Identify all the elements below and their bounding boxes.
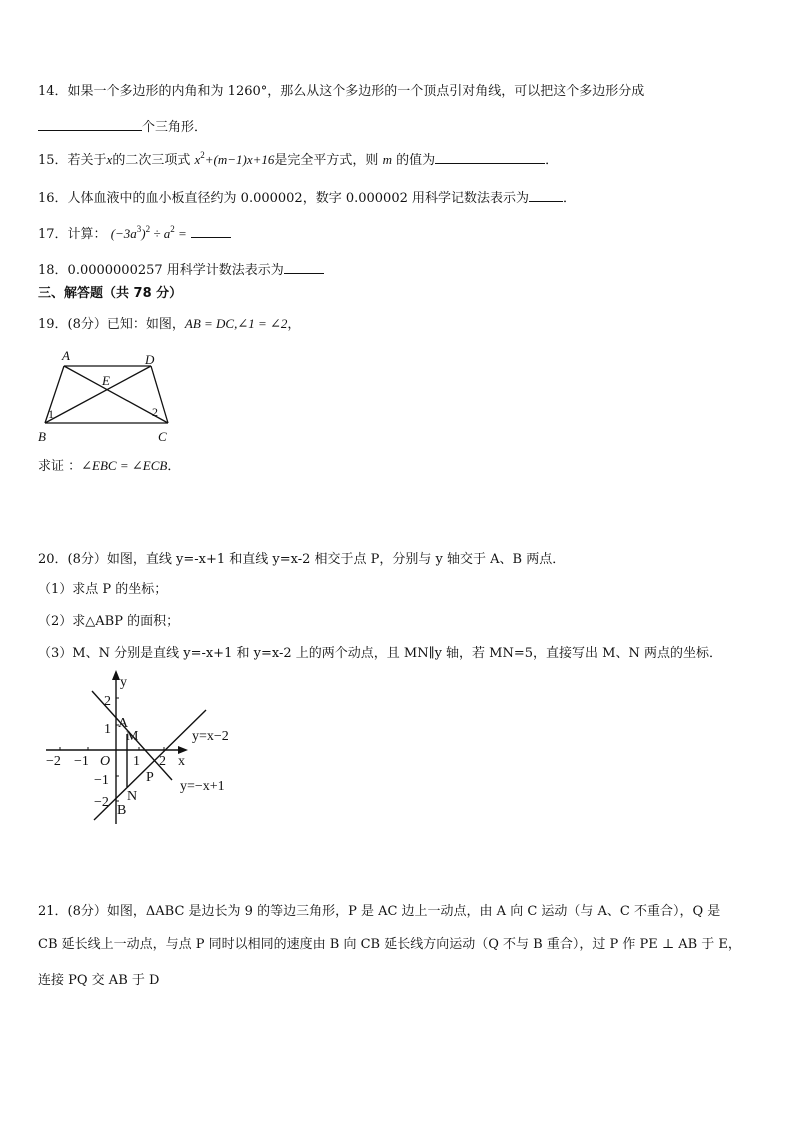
q18-answer-blank[interactable] — [284, 259, 324, 274]
section-3-title: 三、解答题（共 78 分） — [38, 286, 183, 301]
q19-prove-label: 求证 ： — [38, 459, 82, 474]
question-14-line2 — [38, 116, 207, 137]
q19-prove-end: ． — [167, 459, 181, 474]
q17-expr-d: = — [174, 226, 187, 241]
q17-expr-c: ÷ a — [150, 226, 171, 241]
q19-condition: AB = DC,∠1 = ∠2 — [184, 316, 288, 331]
q17-exp3: 3 — [136, 224, 142, 234]
q15-answer-blank[interactable] — [435, 149, 545, 164]
q19-figure — [38, 346, 178, 446]
point-label-P: P — [146, 770, 154, 785]
q18-text: 18．0.0000000257 用科学计数法表示为 — [38, 263, 284, 278]
q15-exponent: 2 — [200, 150, 205, 160]
q15-value-label: 的值为 — [396, 153, 436, 168]
line-label-x-minus-2: y=x−2 — [192, 729, 229, 744]
point-label-D: D — [145, 352, 155, 367]
q15-var-x: x — [106, 152, 113, 167]
tick-label-x-neg2: −2 — [46, 754, 61, 769]
q17-answer-blank[interactable] — [191, 223, 231, 238]
point-label-A: A — [118, 716, 129, 731]
q14-text-end: 个三角形． — [142, 120, 208, 135]
tick-label-x-1: 1 — [133, 754, 140, 769]
tick-label-y-neg1: −1 — [94, 773, 109, 788]
axis-label-y: y — [120, 675, 127, 690]
question-17 — [38, 223, 231, 244]
question-20-sub3: （3）M、N 分别是直线 y=-x+1 和 y=x-2 上的两个动点，且 MN∥y 轴，若 MN=5，直接写出 M、N 两点的坐标． — [38, 646, 722, 661]
q16-answer-blank[interactable] — [529, 187, 563, 202]
q15-expr-rest: +(m−1)x+16 — [204, 152, 275, 167]
question-15 — [38, 149, 558, 170]
q17-exp2a: 2 — [145, 224, 151, 234]
q17-expr-a: (−3a — [110, 226, 137, 241]
q15-end: ． — [545, 153, 559, 168]
q15-after: 是完全平方式，则 — [274, 153, 379, 168]
q16-text: 16．人体血液中的血小板直径约为 0.000002，数字 0.000002 用科学记数法表示为 — [38, 191, 529, 206]
angle-label-1: 1 — [48, 407, 54, 421]
q15-expr-x: x — [194, 152, 201, 167]
question-21-line1: 21．(8分）如图，ΔABC 是边长为 9 的等边三角形，P 是 AC 边上一动点，由 A 向 C 运动（与 A、C 不重合），Q 是 — [38, 904, 721, 919]
q20-figure — [38, 672, 278, 832]
axis-label-x: x — [178, 754, 185, 769]
q15-prefix: 15．若关于 — [38, 153, 107, 168]
angle-label-2: 2 — [152, 405, 158, 419]
point-label-B: B — [117, 803, 127, 818]
question-18 — [38, 259, 324, 280]
q15-mid: 的二次三项式 — [112, 153, 191, 168]
q19-prove-expr: ∠EBC = ∠ECB — [81, 458, 168, 473]
question-20-sub2: （2）求△ABP 的面积； — [38, 614, 180, 629]
point-label-C: C — [158, 429, 167, 444]
q16-end: ． — [563, 191, 577, 206]
point-label-B: B — [38, 429, 46, 444]
q19-prefix: 19．(8分）已知：如图， — [38, 317, 185, 332]
line-label-neg-x-plus-1: y=−x+1 — [180, 779, 225, 794]
q19-prove — [38, 457, 180, 476]
y-axis-arrow — [112, 670, 120, 680]
q15-var-m: m — [382, 152, 392, 167]
question-21-line2: CB 延长线上一动点，与点 P 同时以相同的速度由 B 向 CB 延长线方向运动（Q 不与 B 重合），过 P 作 PE ⊥ AB 于 E， — [38, 937, 741, 952]
q17-prefix: 17．计算： — [38, 227, 107, 242]
point-label-E: E — [102, 373, 110, 388]
q17-exp2b: 2 — [170, 224, 175, 234]
q14-text: 14．如果一个多边形的内角和为 1260°，那么从这个多边形的一个顶点引对角线，可以把这个多边形分成 — [38, 84, 645, 99]
tick-label-y-1: 1 — [104, 722, 111, 737]
x-axis-arrow — [178, 746, 188, 754]
question-20-sub1: （1）求点 P 的坐标； — [38, 582, 168, 597]
question-21-line3: 连接 PQ 交 AB 于 D — [38, 973, 160, 988]
question-20-intro: 20．(8分）如图，直线 y=-x+1 和直线 y=x-2 相交于点 P，分别与 y 轴交于 A、B 两点． — [38, 552, 566, 567]
origin-label: O — [100, 754, 111, 769]
tick-label-y-2: 2 — [104, 694, 111, 709]
tick-label-x-neg1: −1 — [74, 754, 89, 769]
question-16 — [38, 187, 576, 208]
question-14-line1 — [38, 83, 644, 101]
q19-comma: ， — [287, 317, 301, 332]
point-label-A: A — [62, 348, 70, 363]
q17-expr-b: ) — [141, 226, 146, 241]
point-label-N: N — [127, 789, 138, 804]
point-label-M: M — [126, 729, 139, 744]
question-19 — [38, 315, 300, 334]
q14-answer-blank[interactable] — [38, 116, 142, 131]
tick-label-x-2: 2 — [159, 754, 166, 769]
tick-label-y-neg2: −2 — [94, 795, 109, 810]
